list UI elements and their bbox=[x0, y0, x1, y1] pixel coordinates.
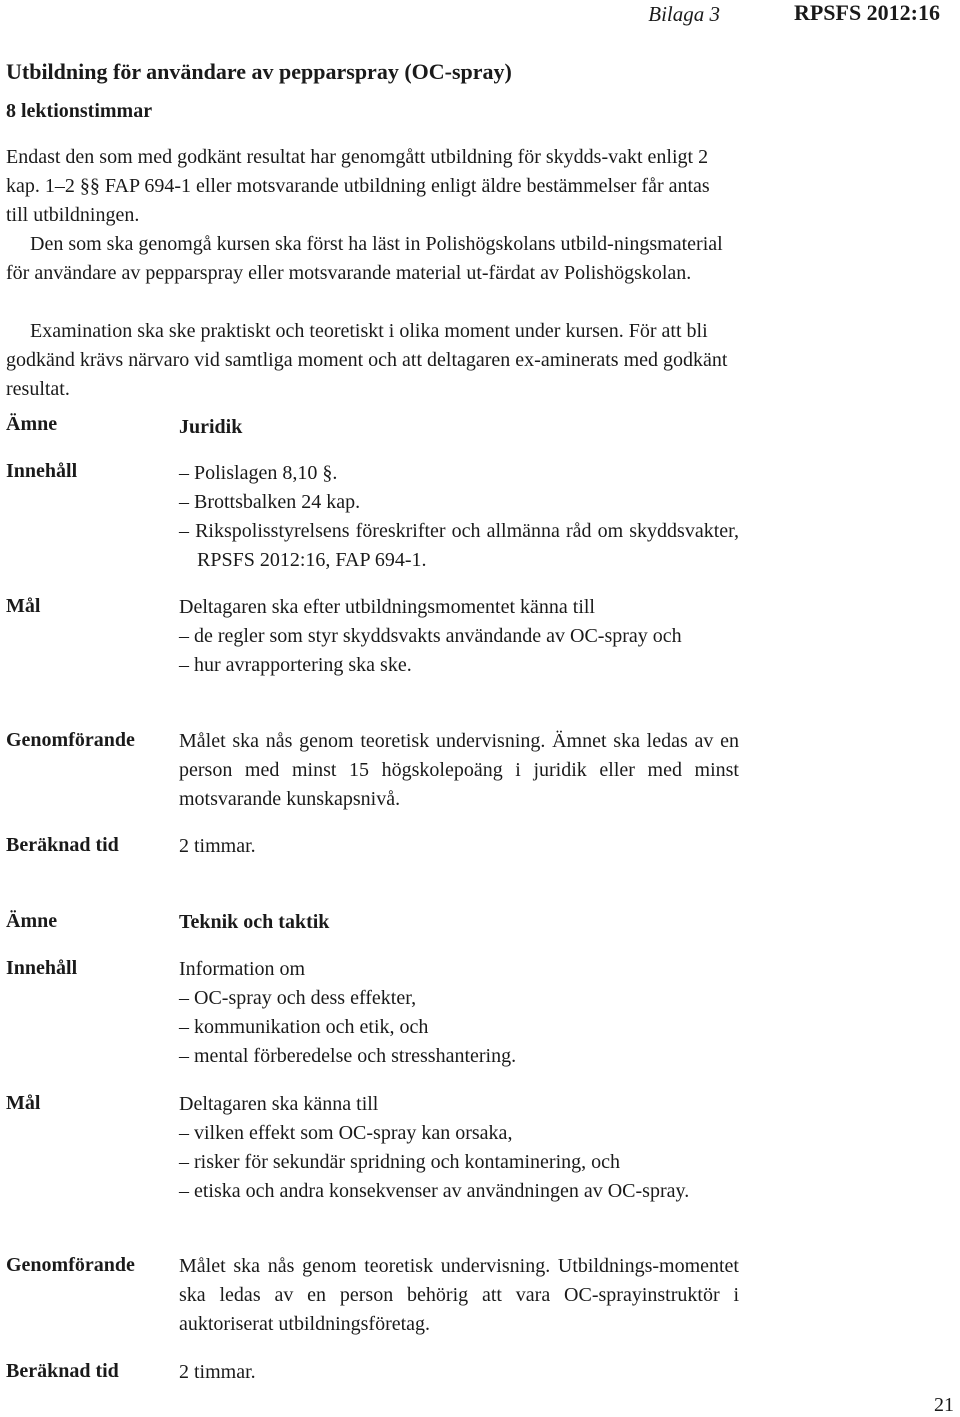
subject-value: Juridik bbox=[179, 416, 243, 438]
implementation-label: Genomförande bbox=[6, 1254, 135, 1276]
page-number: 21 bbox=[934, 1394, 954, 1416]
intro-paragraph-1: Endast den som med godkänt resultat har genomgått utbildning för skydds-vakt enligt 2 kap. 1–2 §§ FAP 694-1 eller motsvarande utbildning enligt äldre bestämmelser får antas till utbildningen. bbox=[6, 146, 710, 226]
time-label: Beräknad tid bbox=[6, 1360, 119, 1382]
time-label: Beräknad tid bbox=[6, 834, 119, 856]
list-item: – hur avrapportering ska ske. bbox=[179, 654, 412, 676]
list-item: – mental förberedelse och stresshantering. bbox=[179, 1045, 517, 1067]
content-label: Innehåll bbox=[6, 957, 78, 979]
page-title: Utbildning för användare av pepparspray (OC-spray) bbox=[6, 59, 512, 84]
goal-list bbox=[179, 1090, 739, 1206]
document-reference: RPSFS 2012:16 bbox=[793, 0, 940, 25]
content-list bbox=[179, 955, 739, 1071]
list-item: – de regler som styr skyddsvakts användande av OC-spray och bbox=[179, 625, 682, 647]
time-value: 2 timmar. bbox=[179, 835, 256, 857]
implementation-text: Målet ska nås genom teoretisk undervisning. Utbildnings-momentet ska ledas av en person behörig att vara OC-sprayinstruktör i auktoriserat utbildningsföretag. bbox=[179, 1255, 739, 1335]
list-item: – Polislagen 8,10 §. bbox=[179, 462, 338, 484]
goal-label: Mål bbox=[6, 1092, 41, 1114]
list-item: – OC-spray och dess effekter, bbox=[179, 987, 417, 1009]
goal-intro: Deltagaren ska efter utbildningsmomentet känna till bbox=[179, 596, 595, 618]
content-label: Innehåll bbox=[6, 460, 78, 482]
list-item: – etiska och andra konsekvenser av användningen av OC-spray. bbox=[179, 1180, 690, 1202]
goal-intro: Deltagaren ska känna till bbox=[179, 1093, 379, 1115]
content-intro: Information om bbox=[179, 958, 306, 980]
content-list bbox=[179, 459, 739, 575]
list-item: – Brottsbalken 24 kap. bbox=[179, 491, 361, 513]
time-value: 2 timmar. bbox=[179, 1361, 256, 1383]
subject-label: Ämne bbox=[6, 413, 58, 435]
implementation-text: Målet ska nås genom teoretisk undervisning. Ämnet ska ledas av en person med minst 15 högskolepoäng i juridik eller med minst motsvarande kunskapsnivå. bbox=[179, 730, 739, 810]
implementation-label: Genomförande bbox=[6, 729, 135, 751]
list-item: – kommunikation och etik, och bbox=[179, 1016, 429, 1038]
list-item: – risker för sekundär spridning och kontaminering, och bbox=[179, 1151, 621, 1173]
goal-list bbox=[179, 593, 739, 680]
lesson-hours: 8 lektionstimmar bbox=[6, 100, 153, 122]
intro-paragraph-3: Examination ska ske praktiskt och teoretiskt i olika moment under kursen. För att bli godkänd krävs närvaro vid samtliga moment och att deltagaren ex-aminerats med godkänt resultat. bbox=[6, 320, 728, 400]
subject-value: Teknik och taktik bbox=[179, 911, 330, 933]
list-item: – Rikspolisstyrelsens föreskrifter och allmänna råd om skyddsvakter, RPSFS 2012:16, FAP 694-1. bbox=[179, 520, 739, 571]
goal-label: Mål bbox=[6, 595, 41, 617]
list-item: – vilken effekt som OC-spray kan orsaka, bbox=[179, 1122, 513, 1144]
annex-label: Bilaga 3 bbox=[648, 2, 720, 26]
intro-paragraph-2: Den som ska genomgå kursen ska först ha läst in Polishögskolans utbild-ningsmaterial för användare av pepparspray eller motsvarande material ut-färdat av Polishögskolan. bbox=[6, 233, 723, 284]
subject-label: Ämne bbox=[6, 910, 58, 932]
